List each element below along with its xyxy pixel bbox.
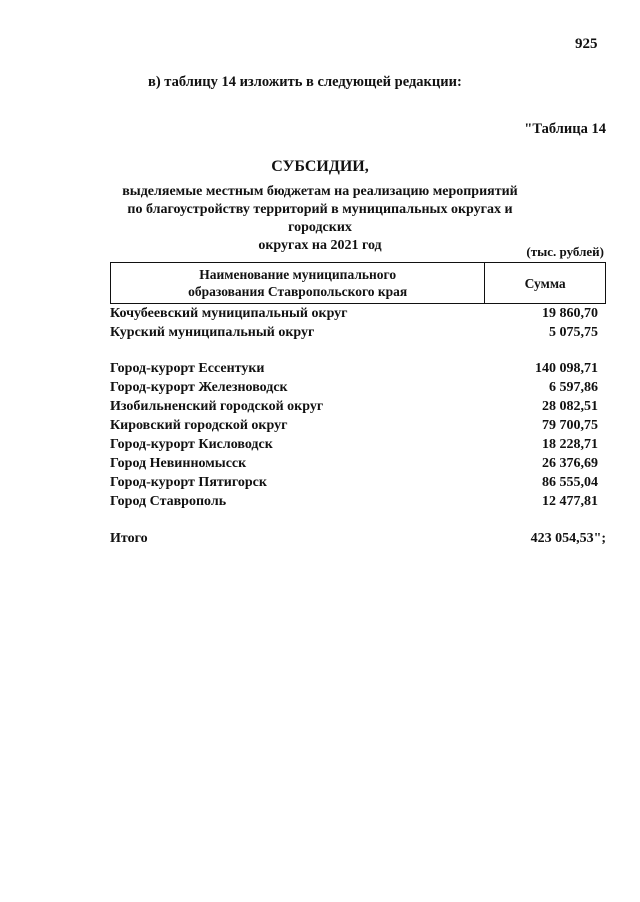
table-row [110,323,606,342]
row-gap [110,342,606,359]
subtitle-line: по благоустройству территорий в муниципальных округах и городских [127,202,513,235]
subtitle-line: выделяемые местным бюджетам на реализацию мероприятий [122,184,518,199]
column-header-name [111,263,485,304]
document-subtitle [110,183,530,255]
row-name: Город-курорт Кисловодск [110,437,273,452]
row-amount: 12 477,81 [542,494,598,509]
column-header-name-line: образования Ставропольского края [188,284,408,299]
table-row [110,397,606,416]
table-header [110,262,606,304]
row-name: Город-курорт Ессентуки [110,361,265,376]
row-amount: 79 700,75 [542,418,598,433]
subtitle-line: округах на 2021 год [258,238,382,253]
table-row [110,454,606,473]
row-amount: 18 228,71 [542,437,598,452]
table-row [110,492,606,511]
row-amount: 86 555,04 [542,475,598,490]
total-row [110,531,606,547]
table-row [110,359,606,378]
row-name: Город-курорт Железноводск [110,380,288,395]
table-row [110,473,606,492]
row-name: Город-курорт Пятигорск [110,475,267,490]
row-amount: 28 082,51 [542,399,598,414]
row-amount: 19 860,70 [542,306,598,321]
units-label: (тыс. рублей) [526,244,604,259]
column-header-name-line: Наименование муниципального [199,267,397,282]
row-name: Кировский городской округ [110,418,288,433]
row-name: Город Ставрополь [110,494,227,509]
column-header-sum: Сумма [485,263,606,304]
document-title: СУБСИДИИ, [271,158,369,175]
row-name: Кочубеевский муниципальный округ [110,306,348,321]
row-amount: 5 075,75 [549,325,598,340]
total-amount: 423 054,53"; [530,531,606,546]
table-row [110,378,606,397]
row-name: Город Невинномысск [110,456,247,471]
page-number: 925 [575,36,598,52]
intro-text: в) таблицу 14 изложить в следующей редакции: [148,74,462,90]
total-label: Итого [110,531,148,546]
row-name: Курский муниципальный округ [110,325,315,340]
table-body [110,304,606,511]
row-amount: 140 098,71 [535,361,598,376]
table-reference: "Таблица 14 [524,121,606,137]
row-amount: 26 376,69 [542,456,598,471]
row-name: Изобильненский городской округ [110,399,324,414]
table-row [110,416,606,435]
table-row [110,435,606,454]
table-row [110,304,606,323]
row-amount: 6 597,86 [549,380,598,395]
